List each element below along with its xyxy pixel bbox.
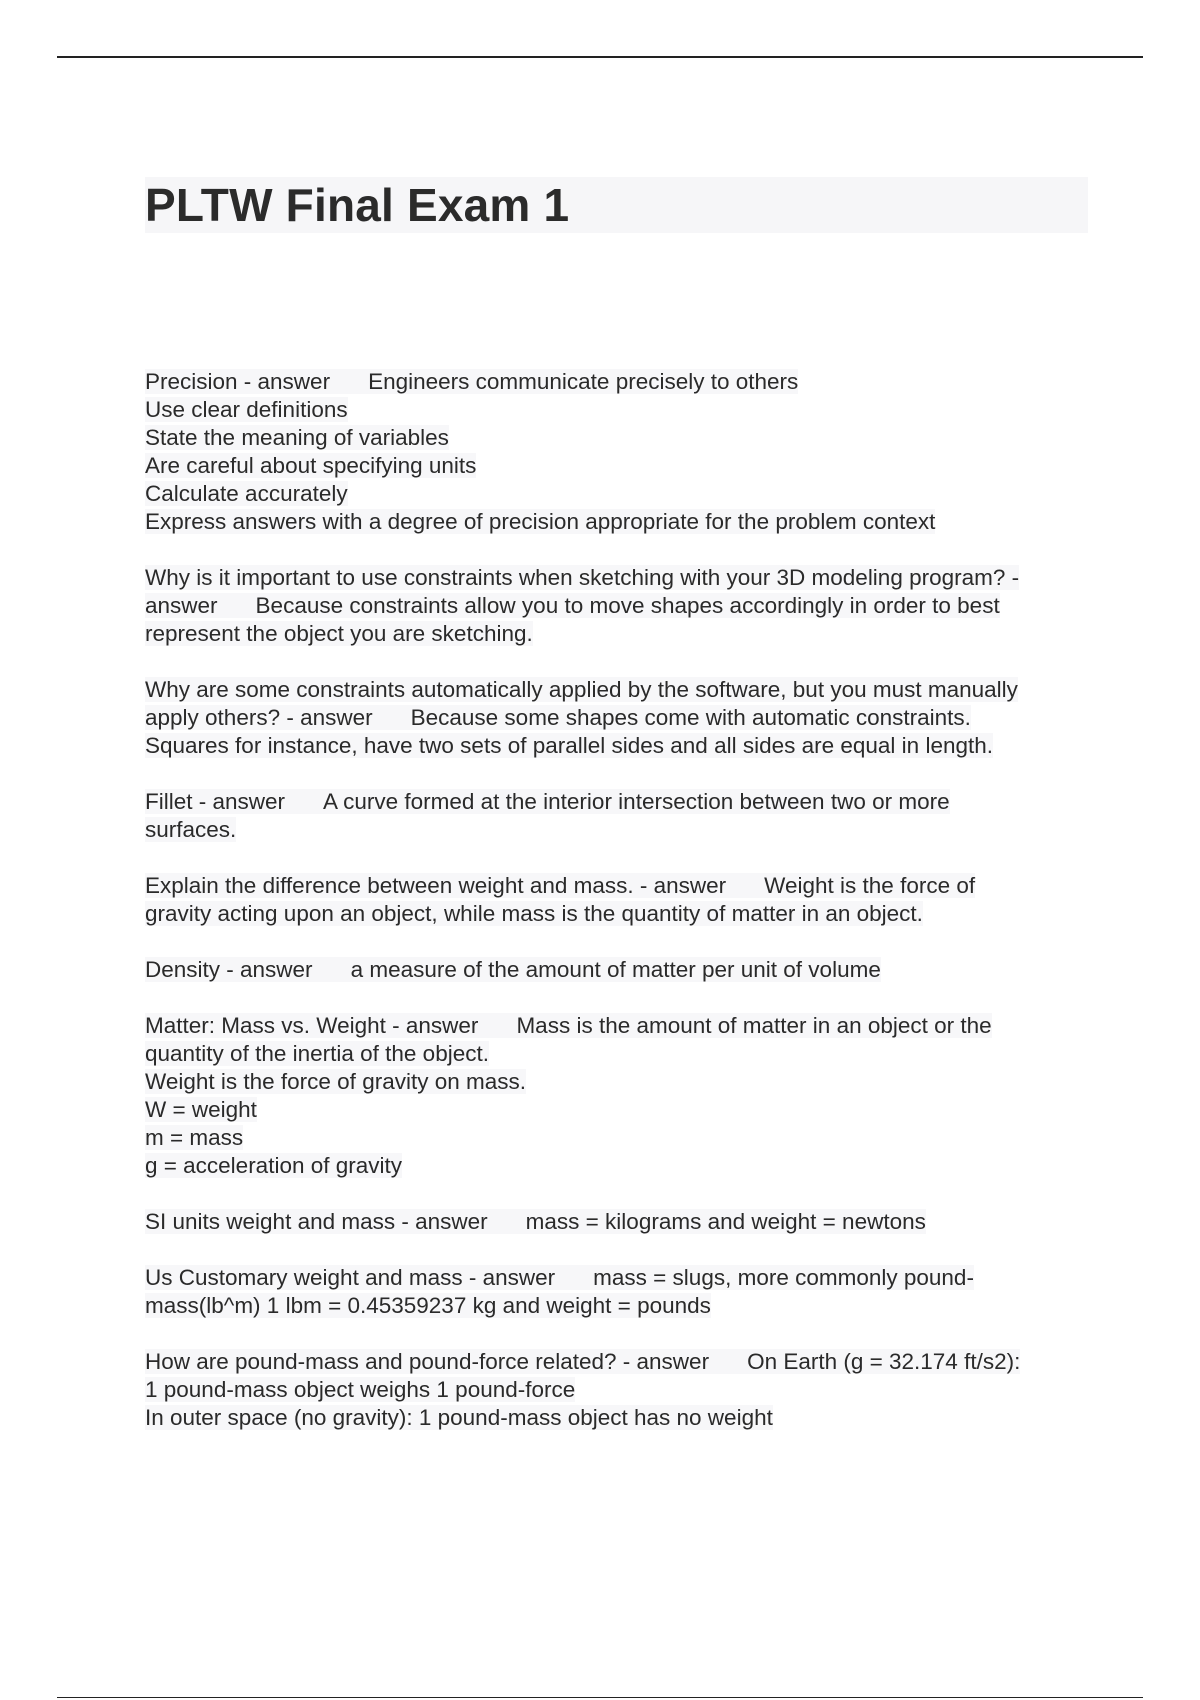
answer-line: W = weight [145,1097,257,1122]
flashcard-item [145,368,1105,536]
flashcard-item [145,872,1105,928]
flashcard-question: Why is it important to use constraints when sketching with your 3D modeling program? - [145,565,1020,590]
flashcard-question: answer [145,593,218,618]
flashcard-list [145,368,1105,1460]
answer-line: mass(lb^m) 1 lbm = 0.45359237 kg and weight = pounds [145,1293,711,1318]
flashcard-item [145,676,1105,760]
flashcard-question: Density - answer [145,957,313,982]
bottom-rule [57,1697,1143,1698]
flashcard-item [145,1208,1105,1236]
page-title: PLTW Final Exam 1 [145,177,1088,233]
flashcard-question: Fillet - answer [145,789,286,814]
top-rule [57,56,1143,58]
flashcard-answer: A curve formed at the interior intersection between two or more [323,789,950,814]
flashcard-answer: Mass is the amount of matter in an object or the [516,1013,992,1038]
answer-line: represent the object you are sketching. [145,621,533,646]
answer-line: m = mass [145,1125,244,1150]
flashcard-question: Precision - answer [145,369,331,394]
answer-line: Calculate accurately [145,481,348,506]
answer-line: quantity of the inertia of the object. [145,1041,489,1066]
flashcard-question: Matter: Mass vs. Weight - answer [145,1013,479,1038]
flashcard-question: Explain the difference between weight and mass. - answer [145,873,727,898]
flashcard-question: Us Customary weight and mass - answer [145,1265,556,1290]
flashcard-answer: mass = slugs, more commonly pound- [593,1265,974,1290]
flashcard-item [145,788,1105,844]
answer-line: State the meaning of variables [145,425,449,450]
flashcard-question: SI units weight and mass - answer [145,1209,488,1234]
answer-line: Weight is the force of gravity on mass. [145,1069,526,1094]
flashcard-answer: a measure of the amount of matter per unit of volume [350,957,881,982]
flashcard-item [145,1348,1105,1432]
flashcard-question: apply others? - answer [145,705,373,730]
flashcard-item [145,956,1105,984]
answer-line: Use clear definitions [145,397,348,422]
flashcard-answer: Weight is the force of [764,873,976,898]
flashcard-answer: mass = kilograms and weight = newtons [525,1209,926,1234]
flashcard-question: How are pound-mass and pound-force related? - answer [145,1349,710,1374]
flashcard-answer: Engineers communicate precisely to others [368,369,799,394]
answer-line: g = acceleration of gravity [145,1153,403,1178]
answer-line: Squares for instance, have two sets of parallel sides and all sides are equal in length. [145,733,994,758]
answer-line: Are careful about specifying units [145,453,477,478]
answer-line: surfaces. [145,817,237,842]
answer-line: Express answers with a degree of precision appropriate for the problem context [145,509,936,534]
flashcard-answer: On Earth (g = 32.174 ft/s2): [747,1349,1021,1374]
answer-line: gravity acting upon an object, while mass is the quantity of matter in an object. [145,901,923,926]
flashcard-item [145,1264,1105,1320]
flashcard-item [145,564,1105,648]
flashcard-answer: Because constraints allow you to move shapes accordingly in order to best [255,593,1000,618]
flashcard-answer: Because some shapes come with automatic constraints. [410,705,971,730]
answer-line: 1 pound-mass object weighs 1 pound-force [145,1377,576,1402]
answer-line: In outer space (no gravity): 1 pound-mass object has no weight [145,1405,773,1430]
flashcard-item [145,1012,1105,1180]
flashcard-question: Why are some constraints automatically applied by the software, but you must manually [145,677,1018,702]
